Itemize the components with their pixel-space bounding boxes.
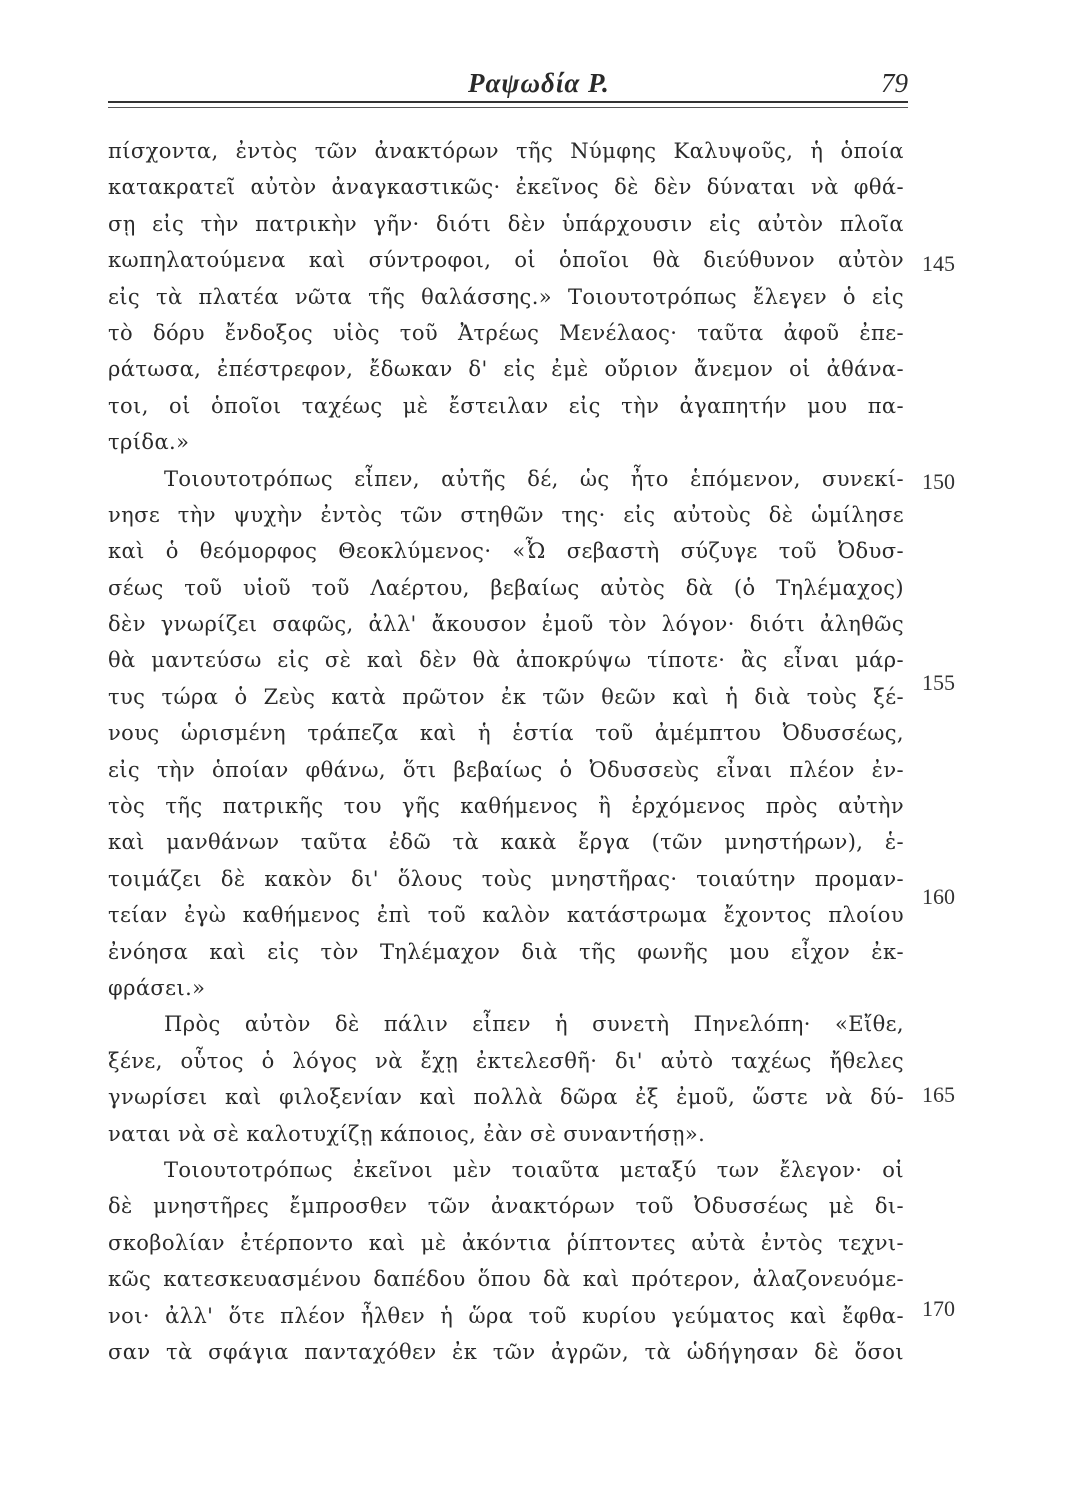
text-line: τυς τώρα ὁ Ζεὺς κατὰ πρῶτον ἐκ τῶν θεῶν καὶ ἡ διὰ τοὺς ξέ- (108, 684, 904, 709)
text-line: σέως τοῦ υἱοῦ τοῦ Λαέρτου, βεβαίως αὐτὸς δὰ (ὁ Τηλέμαχος) (108, 575, 904, 600)
header-rule (108, 101, 908, 103)
text-line: εἰς τὴν ὁποίαν φθάνω, ὅτι βεβαίως ὁ Ὀδυσσεὺς εἶναι πλέον ἐν- (108, 757, 904, 782)
text-line: Πρὸς αὐτὸν δὲ πάλιν εἶπεν ἡ συνετὴ Πηνελόπη· «Εἴθε, (164, 1012, 904, 1037)
text-line: νοι· ἀλλ' ὅτε πλέον ἦλθεν ἡ ὥρα τοῦ κυρίου γεύματος καὶ ἔφθα- (108, 1303, 904, 1328)
text-line: Τοιουτοτρόπως ἐκεῖνοι μὲν τοιαῦτα μεταξύ των ἔλεγον· οἱ (164, 1157, 904, 1182)
text-line: πίσχοντα, ἐντὸς τῶν ἀνακτόρων τῆς Νύμφης Καλυψοῦς, ἡ ὁποία (108, 139, 904, 163)
text-line: καὶ μανθάνων ταῦτα ἐδῶ τὰ κακὰ ἔργα (τῶν μνηστήρων), ἑ- (108, 830, 904, 855)
text-line: τὸ δόρυ ἔνδοξος υἱὸς τοῦ Ἀτρέως Μενέλαος· ταῦτα ἀφοῦ ἐπε- (108, 320, 904, 345)
line-number: 155 (922, 670, 955, 695)
text-line: τρίδα.» (108, 430, 190, 455)
text-line: κῶς κατεσκευασμένου δαπέδου ὅπου δὰ καὶ πρότερον, ἀλαζονευόμε- (108, 1267, 904, 1292)
text-line: Τοιουτοτρόπως εἶπεν, αὐτῆς δέ, ὡς ἦτο ἑπόμενον, συνεκί- (164, 466, 904, 491)
text-line: τοιμάζει δὲ κακὸν δι' ὅλους τοὺς μνηστῆρας· τοιαύτην προμαν- (108, 866, 904, 891)
text-line: φράσει.» (108, 975, 206, 1000)
text-line: σαν τὰ σφάγια πανταχόθεν ἐκ τῶν ἀγρῶν, τὰ ὡδήγησαν δὲ ὅσοι (108, 1339, 904, 1364)
text-line: κατακρατεῖ αὐτὸν ἀναγκαστικῶς· ἐκεῖνος δὲ δὲν δύναται νὰ φθά- (108, 175, 904, 200)
text-line: νησε τὴν ψυχὴν ἐντὸς τῶν στηθῶν της· εἰς αὐτοὺς δὲ ὡμίλησε (108, 502, 904, 527)
line-number: 160 (922, 884, 955, 909)
header-rule-thin (108, 107, 908, 108)
text-line: ἐνόησα καὶ εἰς τὸν Τηλέμαχον διὰ τῆς φωνῆς μου εἶχον ἐκ- (108, 939, 904, 964)
text-line: νους ὡρισμένη τράπεζα καὶ ἡ ἑστία τοῦ ἀμέμπτου Ὀδυσσέως, (108, 721, 904, 746)
text-line: ναται νὰ σὲ καλοτυχίζῃ κάποιος, ἐὰν σὲ συναντήσῃ». (108, 1121, 706, 1146)
text-line: τὸς τῆς πατρικῆς του γῆς καθήμενος ἢ ἐρχόμενος πρὸς αὐτὴν (108, 794, 904, 819)
text-line: ράτωσα, ἐπέστρεφον, ἔδωκαν δ' εἰς ἐμὲ οὔριον ἄνεμον οἱ ἀθάνα- (108, 357, 904, 382)
line-number: 170 (922, 1296, 955, 1321)
line-number: 165 (922, 1082, 955, 1107)
text-line: εἰς τὰ πλατέα νῶτα τῆς θαλάσσης.» Τοιουτοτρόπως ἔλεγεν ὁ εἰς (108, 284, 904, 309)
text-line: τείαν ἐγὼ καθήμενος ἐπὶ τοῦ καλὸν κατάστρωμα ἔχοντος πλοίου (108, 903, 904, 928)
text-line: κωπηλατούμενα καὶ σύντροφοι, οἱ ὁποῖοι θὰ διεύθυνον αὐτὸν (108, 248, 904, 273)
line-number: 145 (922, 251, 955, 276)
page-number: 79 (881, 68, 908, 98)
text-line: ξένε, οὗτος ὁ λόγος νὰ ἔχῃ ἐκτελεσθῆ· δι' αὐτὸ ταχέως ἤθελες (108, 1048, 904, 1073)
text-line: σκοβολίαν ἐτέρποντο καὶ μὲ ἀκόντια ῥίπτοντες αὐτὰ ἐντὸς τεχνι- (108, 1230, 904, 1255)
text-line: δὲν γνωρίζει σαφῶς, ἀλλ' ἄκουσον ἐμοῦ τὸν λόγον· διότι ἀληθῶς (108, 612, 904, 637)
line-number: 150 (922, 469, 955, 494)
body-text (108, 133, 904, 1370)
text-line: θὰ μαντεύσω εἰς σὲ καὶ δὲν θὰ ἀποκρύψω τίποτε· ἂς εἶναι μάρ- (108, 648, 904, 673)
text-line: σῃ εἰς τὴν πατρικὴν γῆν· διότι δὲν ὑπάρχουσιν εἰς αὐτὸν πλοῖα (108, 211, 904, 236)
running-title: Ραψωδία Ρ. (468, 68, 610, 98)
text-line: γνωρίσει καὶ φιλοξενίαν καὶ πολλὰ δῶρα ἐξ ἐμοῦ, ὥστε νὰ δύ- (108, 1085, 904, 1110)
running-head (108, 64, 908, 104)
line-number-margin (922, 0, 982, 1500)
text-line: τοι, οἱ ὁποῖοι ταχέως μὲ ἔστειλαν εἰς τὴν ἀγαπητήν μου πα- (108, 393, 904, 418)
text-line: δὲ μνηστῆρες ἔμπροσθεν τῶν ἀνακτόρων τοῦ Ὀδυσσέως μὲ δι- (108, 1194, 904, 1219)
text-line: καὶ ὁ θεόμορφος Θεοκλύμενος· «Ὦ σεβαστὴ σύζυγε τοῦ Ὀδυσ- (108, 539, 904, 564)
